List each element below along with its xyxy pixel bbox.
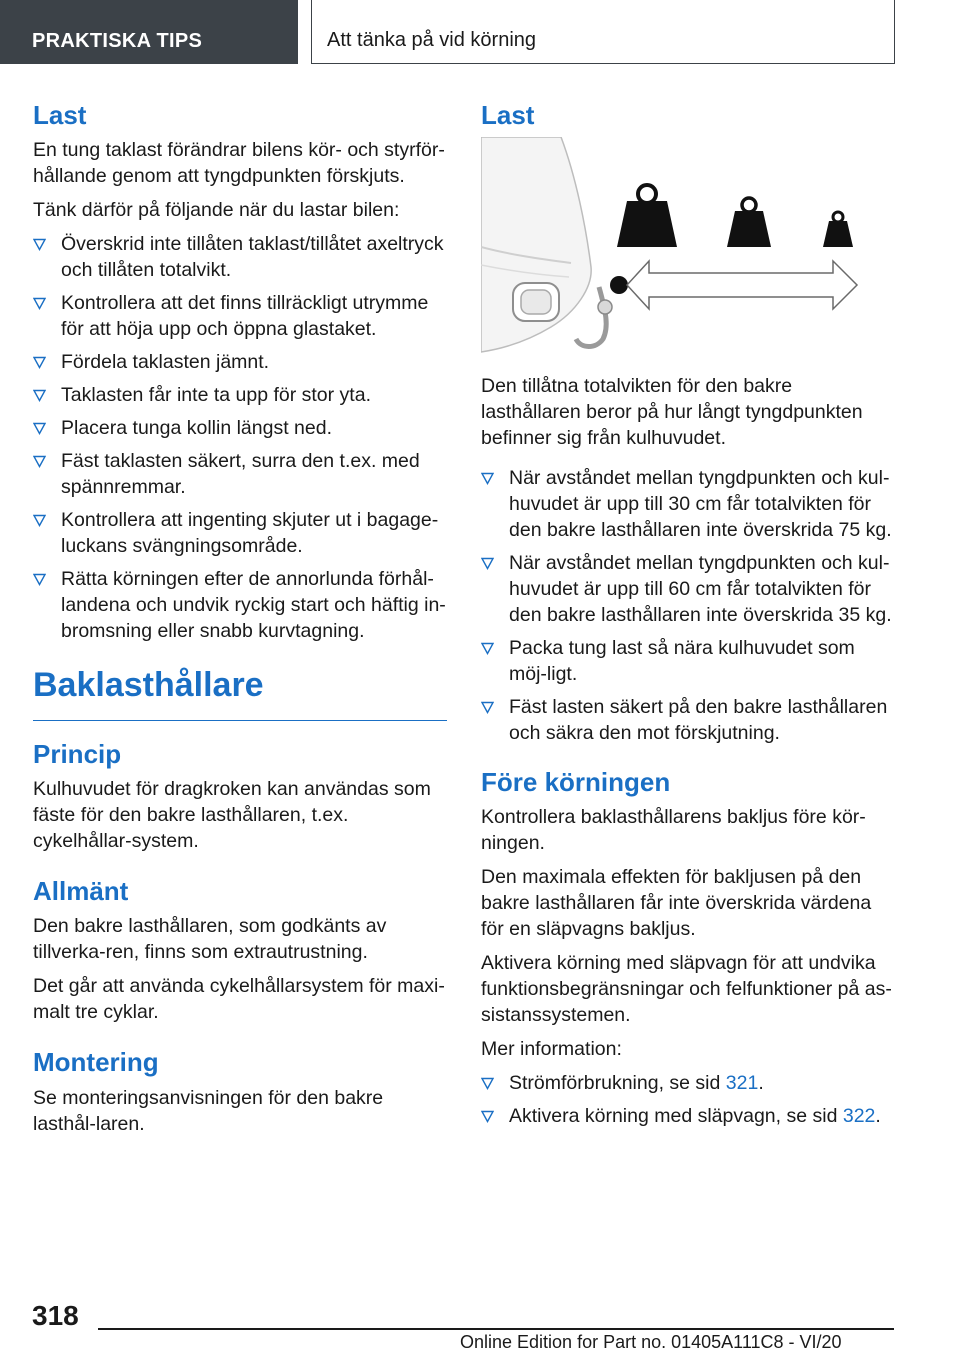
fore-paragraph-1: Kontrollera baklasthållarens bakljus före kör-ningen. [481,806,866,855]
list-item: Placera tunga kollin längst ned. [33,415,447,441]
page-number: 318 [32,1300,79,1331]
last-right-paragraph: Den tillåtna totalvikten för den bakre lasthållaren beror på hur långt tyngdpunkten befinner sig från kulhuvudet. [481,375,863,450]
triangle-bullet-icon [481,642,494,655]
fore-korningen-heading: Före körningen [481,767,671,798]
list-item: Strömförbrukning, se sid 321. [481,1070,895,1096]
fore-paragraph-3: Aktivera körning med släpvagn för att undvika funktionsbegränsningar och felfunktioner på as-sistanssystemen. [481,952,892,1027]
triangle-bullet-icon [33,514,46,527]
list-item: Fäst taklasten säkert, surra den t.ex. med spännremmar. [33,448,447,500]
allmant-paragraph-2: Det går att använda cykelhållarsystem för maxi-malt tre cyklar. [33,975,445,1024]
chapter-tab [311,0,895,64]
allmant-paragraph-1: Den bakre lasthållaren, som godkänts av tillverka-ren, finns som extrautrustning. [33,915,387,964]
page-link-321[interactable]: 321 [725,1072,759,1095]
baklasthallare-heading: Baklasthållare [33,665,447,721]
list-item: Fördela taklasten jämnt. [33,349,447,375]
last-right-heading: Last [481,100,535,130]
list-item: Fäst lasten säkert på den bakre lasthållaren och säkra den mot förskjutning. [481,694,895,746]
list-item: Kontrollera att ingenting skjuter ut i bagage-luckans svängningsområde. [33,507,447,559]
list-item: När avståndet mellan tyngdpunkten och kul-huvudet är upp till 30 cm får totalvikten för den bakre lasthållaren inte överskrida 75 kg. [481,465,895,543]
princip-paragraph: Kulhuvudet för dragkroken kan användas som fäste för den bakre lasthållaren, t.ex. cykelhållar-system. [33,778,431,853]
triangle-bullet-icon [33,356,46,369]
edition-text: Online Edition for Part no. 01405A111C8 - VI/20 [460,1332,842,1352]
triangle-bullet-icon [33,573,46,586]
reference-list [481,1070,895,1129]
montering-heading: Montering [33,1047,159,1078]
section-title: PRAKTISKA TIPS [32,30,203,52]
right-column [481,100,895,1136]
triangle-bullet-icon [33,455,46,468]
list-item: När avståndet mellan tyngdpunkten och kul-huvudet är upp till 60 cm får totalvikten för den bakre lasthållaren inte överskrida 35 kg. [481,550,895,628]
last-list [33,231,447,644]
fore-paragraph-2: Den maximala effekten för bakljusen på den bakre lasthållaren får inte överskrida värdena för en släpvagns bakljus. [481,866,872,941]
triangle-bullet-icon [33,422,46,435]
last-paragraph-1: En tung taklast förändrar bilens kör- och styrför-hållande genom att tyngdpunkten förskjuts. [33,139,445,188]
triangle-bullet-icon [481,701,494,714]
triangle-bullet-icon [481,1110,494,1123]
chapter-title: Att tänka på vid körning [327,29,537,51]
fore-paragraph-4: Mer information: [481,1038,622,1061]
triangle-bullet-icon [481,472,494,485]
triangle-bullet-icon [33,238,46,251]
footer-divider [98,1328,894,1330]
list-item: Överskrid inte tillåten taklast/tillåtet axeltryck och tillåten totalvikt. [33,231,447,283]
last-paragraph-2: Tänk därför på följande när du lastar bilen: [33,199,400,222]
list-item: Packa tung last så nära kulhuvudet som möj-ligt. [481,635,895,687]
load-distance-illustration [481,137,895,357]
triangle-bullet-icon [33,297,46,310]
list-item: Rätta körningen efter de annorlunda förhål-landena och undvik ryckig start och häftig in-bromsning eller snabb kurvtagning. [33,566,447,644]
triangle-bullet-icon [481,1077,494,1090]
last-heading: Last [33,100,87,130]
section-tab [0,0,298,64]
princip-heading: Princip [33,738,122,769]
page-header [0,0,960,66]
triangle-bullet-icon [33,389,46,402]
last-right-list [481,465,895,746]
triangle-bullet-icon [481,557,494,570]
list-item: Kontrollera att det finns tillräckligt utrymme för att höja upp och öppna glastaket. [33,290,447,342]
montering-paragraph: Se monteringsanvisningen för den bakre lasthål-laren. [33,1086,384,1135]
list-item: Aktivera körning med släpvagn, se sid 322. [481,1103,895,1129]
page-link-322[interactable]: 322 [842,1105,876,1128]
rear-carrier-weights-icon [481,137,895,357]
list-item: Taklasten får inte ta upp för stor yta. [33,382,447,408]
allmant-heading: Allmänt [33,876,129,907]
left-column [33,100,447,1145]
